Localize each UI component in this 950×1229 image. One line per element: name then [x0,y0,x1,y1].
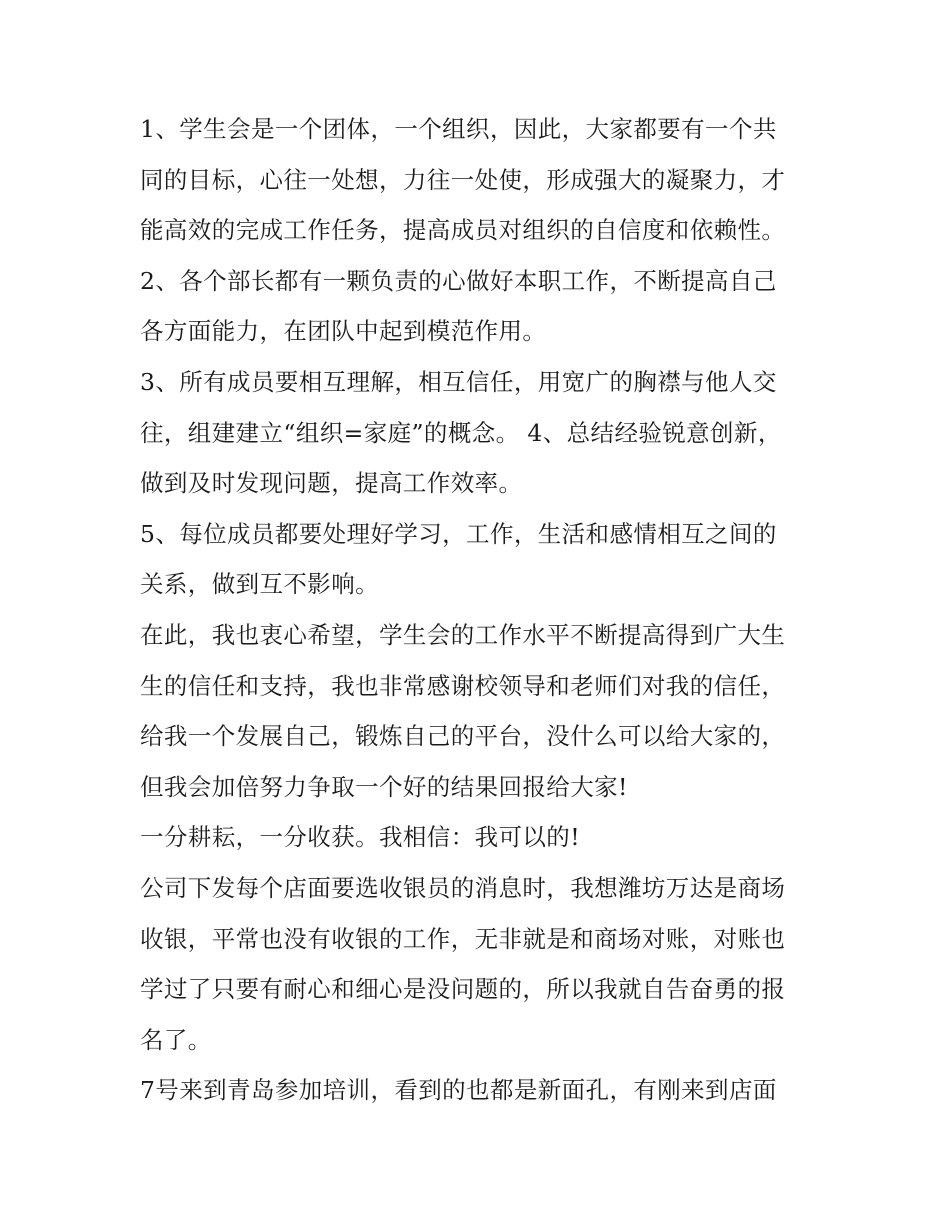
text-line: 3、所有成员要相互理解，相互信任，用宽广的胸襟与他人交 [140,367,777,396]
text-line: 2、各个部长都有一颗负责的心做好本职工作，不断提高自己 [140,266,777,295]
text-line: 公司下发每个店面要选收银员的消息时，我想潍坊万达是商场 [140,873,786,902]
text-line: 做到及时发现问题，提高工作效率。 [140,469,523,498]
text-line: 生的信任和支持，我也非常感谢校领导和老师们对我的信任， [140,671,786,700]
text-line: 学过了只要有耐心和细心是没问题的，所以我就自告奋勇的报 [140,975,786,1004]
text-line: 同的目标，心往一处想，力往一处使，形成强大的凝聚力，才 [140,165,786,194]
text-line: 名了。 [140,1025,212,1054]
text-line: 往，组建建立“组织=家庭”的概念。 4、总结经验锐意创新， [140,418,782,447]
text-line: 但我会加倍努力争取一个好的结果回报给大家! [140,772,628,801]
text-line: 在此，我也衷心希望，学生会的工作水平不断提高得到广大生 [140,620,786,649]
text-line: 各方面能力，在团队中起到模范作用。 [140,317,547,346]
text-line: 7号来到青岛参加培训，看到的也都是新面孔，有刚来到店面 [140,1076,777,1105]
text-line: 一分耕耘，一分收获。我相信：我可以的! [140,823,581,852]
text-line: 给我一个发展自己，锻炼自己的平台，没什么可以给大家的， [140,722,786,751]
text-line: 能高效的完成工作任务，提高成员对组织的自信度和依赖性。 [140,216,786,245]
text-line: 1、学生会是一个团体，一个组织，因此，大家都要有一个共 [140,115,777,143]
text-line: 收银，平常也没有收银的工作，无非就是和商场对账，对账也 [140,924,786,953]
text-line: 关系，做到互不影响。 [140,570,379,599]
document-body [140,104,820,1116]
text-line: 5、每位成员都要处理好学习，工作，生活和感情相互之间的 [140,519,777,548]
